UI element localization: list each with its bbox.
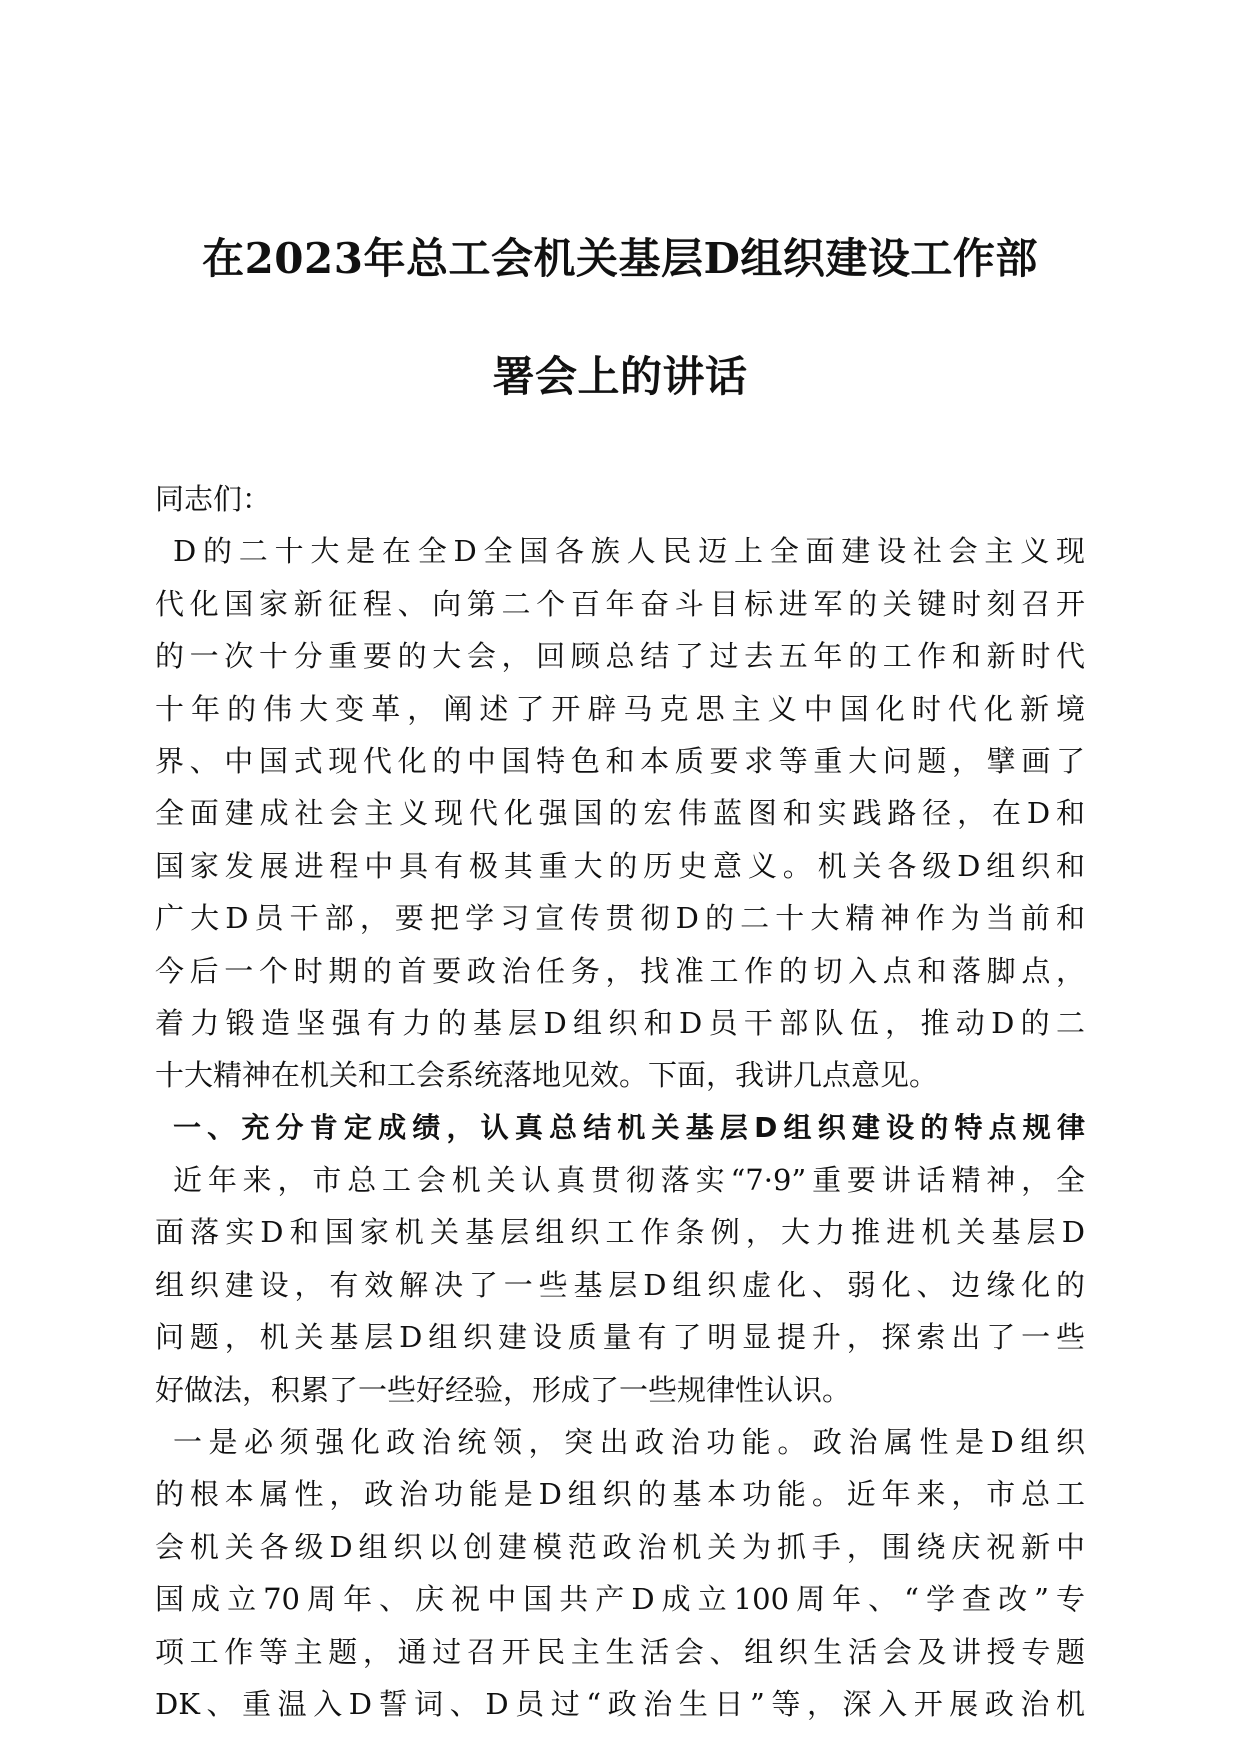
paragraph-line: 的根本属性，政治功能是D组织的基本功能。近年来，市总工: [155, 1477, 1085, 1512]
paragraph-3: [155, 1416, 1085, 1730]
paragraph-line: 组织建设，有效解决了一些基层D组织虚化、弱化、边缘化的: [155, 1267, 1085, 1302]
document-title-line-1: 在2023年总工会机关基层D组织建设工作部: [202, 234, 1038, 283]
paragraph-line: 十大精神在机关和工会系统落地见效。下面，我讲几点意见。: [155, 1058, 939, 1093]
paragraph-line: 面落实D和国家机关基层组织工作条例，大力推进机关基层D: [155, 1215, 1085, 1250]
paragraph-line: 广大D员干部，要把学习宣传贯彻D的二十大精神作为当前和: [155, 901, 1085, 936]
paragraph-line: 着力锻造坚强有力的基层D组织和D员干部队伍，推动D的二: [155, 1005, 1085, 1040]
paragraph-line: 好做法，积累了一些好经验，形成了一些规律性认识。: [155, 1372, 852, 1407]
paragraph-line: 全面建成社会主义现代化强国的宏伟蓝图和实践路径，在D和: [155, 796, 1085, 831]
document-body: [155, 473, 1085, 1730]
paragraph-line: 会机关各级D组织以创建模范政治机关为抓手，围绕庆祝新中: [155, 1529, 1085, 1564]
paragraph-line: 一是必须强化政治统领，突出政治功能。政治属性是D组织: [173, 1425, 1085, 1460]
paragraph-2: [155, 1154, 1085, 1416]
paragraph-line: 界、中国式现代化的中国特色和本质要求等重大问题，擘画了: [155, 743, 1085, 778]
greeting: 同志们：: [155, 482, 272, 516]
paragraph-line: 的一次十分重要的大会，回顾总结了过去五年的工作和新时代: [155, 639, 1085, 674]
paragraph-line: 十年的伟大变革，阐述了开辟马克思主义中国化时代化新境: [155, 691, 1085, 726]
section-heading: 一、充分肯定成绩，认真总结机关基层D组织建设的特点规律: [173, 1110, 1085, 1144]
paragraph-line: 今后一个时期的首要政治任务，找准工作的切入点和落脚点，: [155, 953, 1085, 988]
paragraph-line: 国成立70周年、庆祝中国共产D成立100周年、“学查改”专: [155, 1582, 1085, 1617]
document-title-line-2: 署会上的讲话: [492, 352, 748, 401]
paragraph-1: [155, 525, 1085, 1101]
paragraph-line: 项工作等主题，通过召开民主生活会、组织生活会及讲授专题: [155, 1634, 1085, 1669]
paragraph-line: 问题，机关基层D组织建设质量有了明显提升，探索出了一些: [155, 1320, 1085, 1355]
paragraph-line: 国家发展进程中具有极其重大的历史意义。机关各级D组织和: [155, 848, 1085, 883]
paragraph-line: DK、重温入D誓词、D员过“政治生日”等，深入开展政治机: [155, 1686, 1085, 1721]
paragraph-line: 代化国家新征程、向第二个百年奋斗目标进军的关键时刻召开: [155, 586, 1085, 621]
paragraph-line: 近年来，市总工会机关认真贯彻落实“7·9”重要讲话精神，全: [173, 1163, 1085, 1198]
paragraph-line: D的二十大是在全D全国各族人民迈上全面建设社会主义现: [173, 534, 1085, 569]
